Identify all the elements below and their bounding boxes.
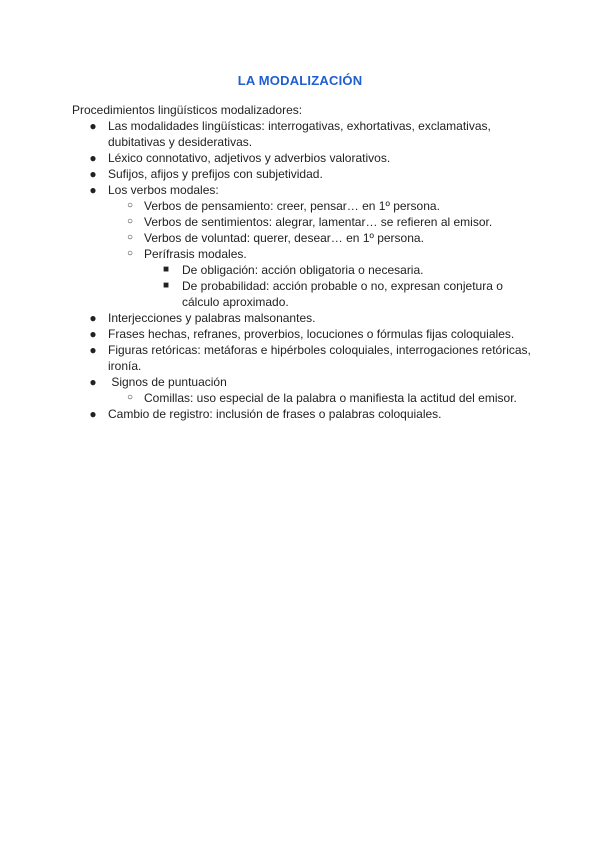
sublist-item-text: Verbos de sentimientos: alegrar, lamentar… se refieren al emisor.: [144, 215, 493, 229]
list-item-text: Los verbos modales:: [108, 183, 219, 197]
list-item: [72, 166, 532, 182]
sublist-item-text: Verbos de voluntad: querer, desear… en 1º persona.: [144, 231, 424, 245]
list-item: [72, 374, 532, 406]
list-item: [72, 310, 532, 326]
list-item: [72, 150, 532, 166]
square-bullet-icon: ■: [162, 264, 170, 275]
sublist-item: [72, 390, 532, 406]
disc-bullet-icon: ●: [89, 151, 97, 165]
main-list: [72, 118, 532, 422]
list-item-text: Frases hechas, refranes, proverbios, locuciones o fórmulas fijas coloquiales.: [108, 327, 515, 341]
sublist-item-text: Comillas: uso especial de la palabra o manifiesta la actitud del emisor.: [144, 391, 517, 405]
document-title: LA MODALIZACIÓN: [237, 73, 363, 88]
list-item-text: Interjecciones y palabras malsonantes.: [108, 311, 316, 325]
perifrasis-sublist: [72, 262, 532, 310]
list-item: [72, 182, 532, 310]
sub-sublist-item: [72, 278, 532, 310]
disc-bullet-icon: ●: [89, 183, 97, 197]
disc-bullet-icon: ●: [89, 343, 97, 357]
circle-bullet-icon: ○: [126, 232, 134, 243]
square-bullet-icon: ■: [162, 280, 170, 291]
disc-bullet-icon: ●: [89, 167, 97, 181]
intro-text: Procedimientos lingüísticos modalizadores:: [72, 103, 303, 117]
list-item: [72, 118, 532, 150]
list-item-text: Léxico connotativo, adjetivos y adverbios valorativos.: [108, 151, 391, 165]
sublist-item: [72, 246, 532, 310]
verbos-modales-sublist: [72, 198, 532, 310]
sublist-item-text: Verbos de pensamiento: creer, pensar… en 1º persona.: [144, 199, 440, 213]
list-item-text: Sufijos, afijos y prefijos con subjetividad.: [108, 167, 323, 181]
list-item: [72, 342, 532, 374]
circle-bullet-icon: ○: [126, 200, 134, 211]
sublist-item-text: Perífrasis modales.: [144, 247, 247, 261]
list-item-text: Cambio de registro: inclusión de frases o palabras coloquiales.: [108, 407, 442, 421]
sub-sublist-item-text: De probabilidad: acción probable o no, expresan conjetura o cálculo aproximado.: [182, 279, 503, 309]
list-item: [72, 406, 532, 422]
list-item-text: Signos de puntuación: [108, 375, 227, 389]
puntuacion-sublist: [72, 390, 532, 406]
circle-bullet-icon: ○: [126, 216, 134, 227]
disc-bullet-icon: ●: [89, 407, 97, 421]
list-item: [72, 326, 532, 342]
list-item-text: Figuras retóricas: metáforas e hipérboles coloquiales, interrogaciones retóricas, ironía.: [108, 343, 531, 373]
circle-bullet-icon: ○: [126, 248, 134, 259]
circle-bullet-icon: ○: [126, 392, 134, 403]
disc-bullet-icon: ●: [89, 311, 97, 325]
sublist-item: [72, 198, 532, 214]
sublist-item: [72, 230, 532, 246]
disc-bullet-icon: ●: [89, 327, 97, 341]
sub-sublist-item: [72, 262, 532, 278]
sublist-item: [72, 214, 532, 230]
disc-bullet-icon: ●: [89, 375, 97, 389]
sub-sublist-item-text: De obligación: acción obligatoria o necesaria.: [182, 263, 424, 277]
list-item-text: Las modalidades lingüísticas: interrogativas, exhortativas, exclamativas, dubitativas y desiderativas.: [108, 119, 491, 149]
disc-bullet-icon: ●: [89, 119, 97, 133]
